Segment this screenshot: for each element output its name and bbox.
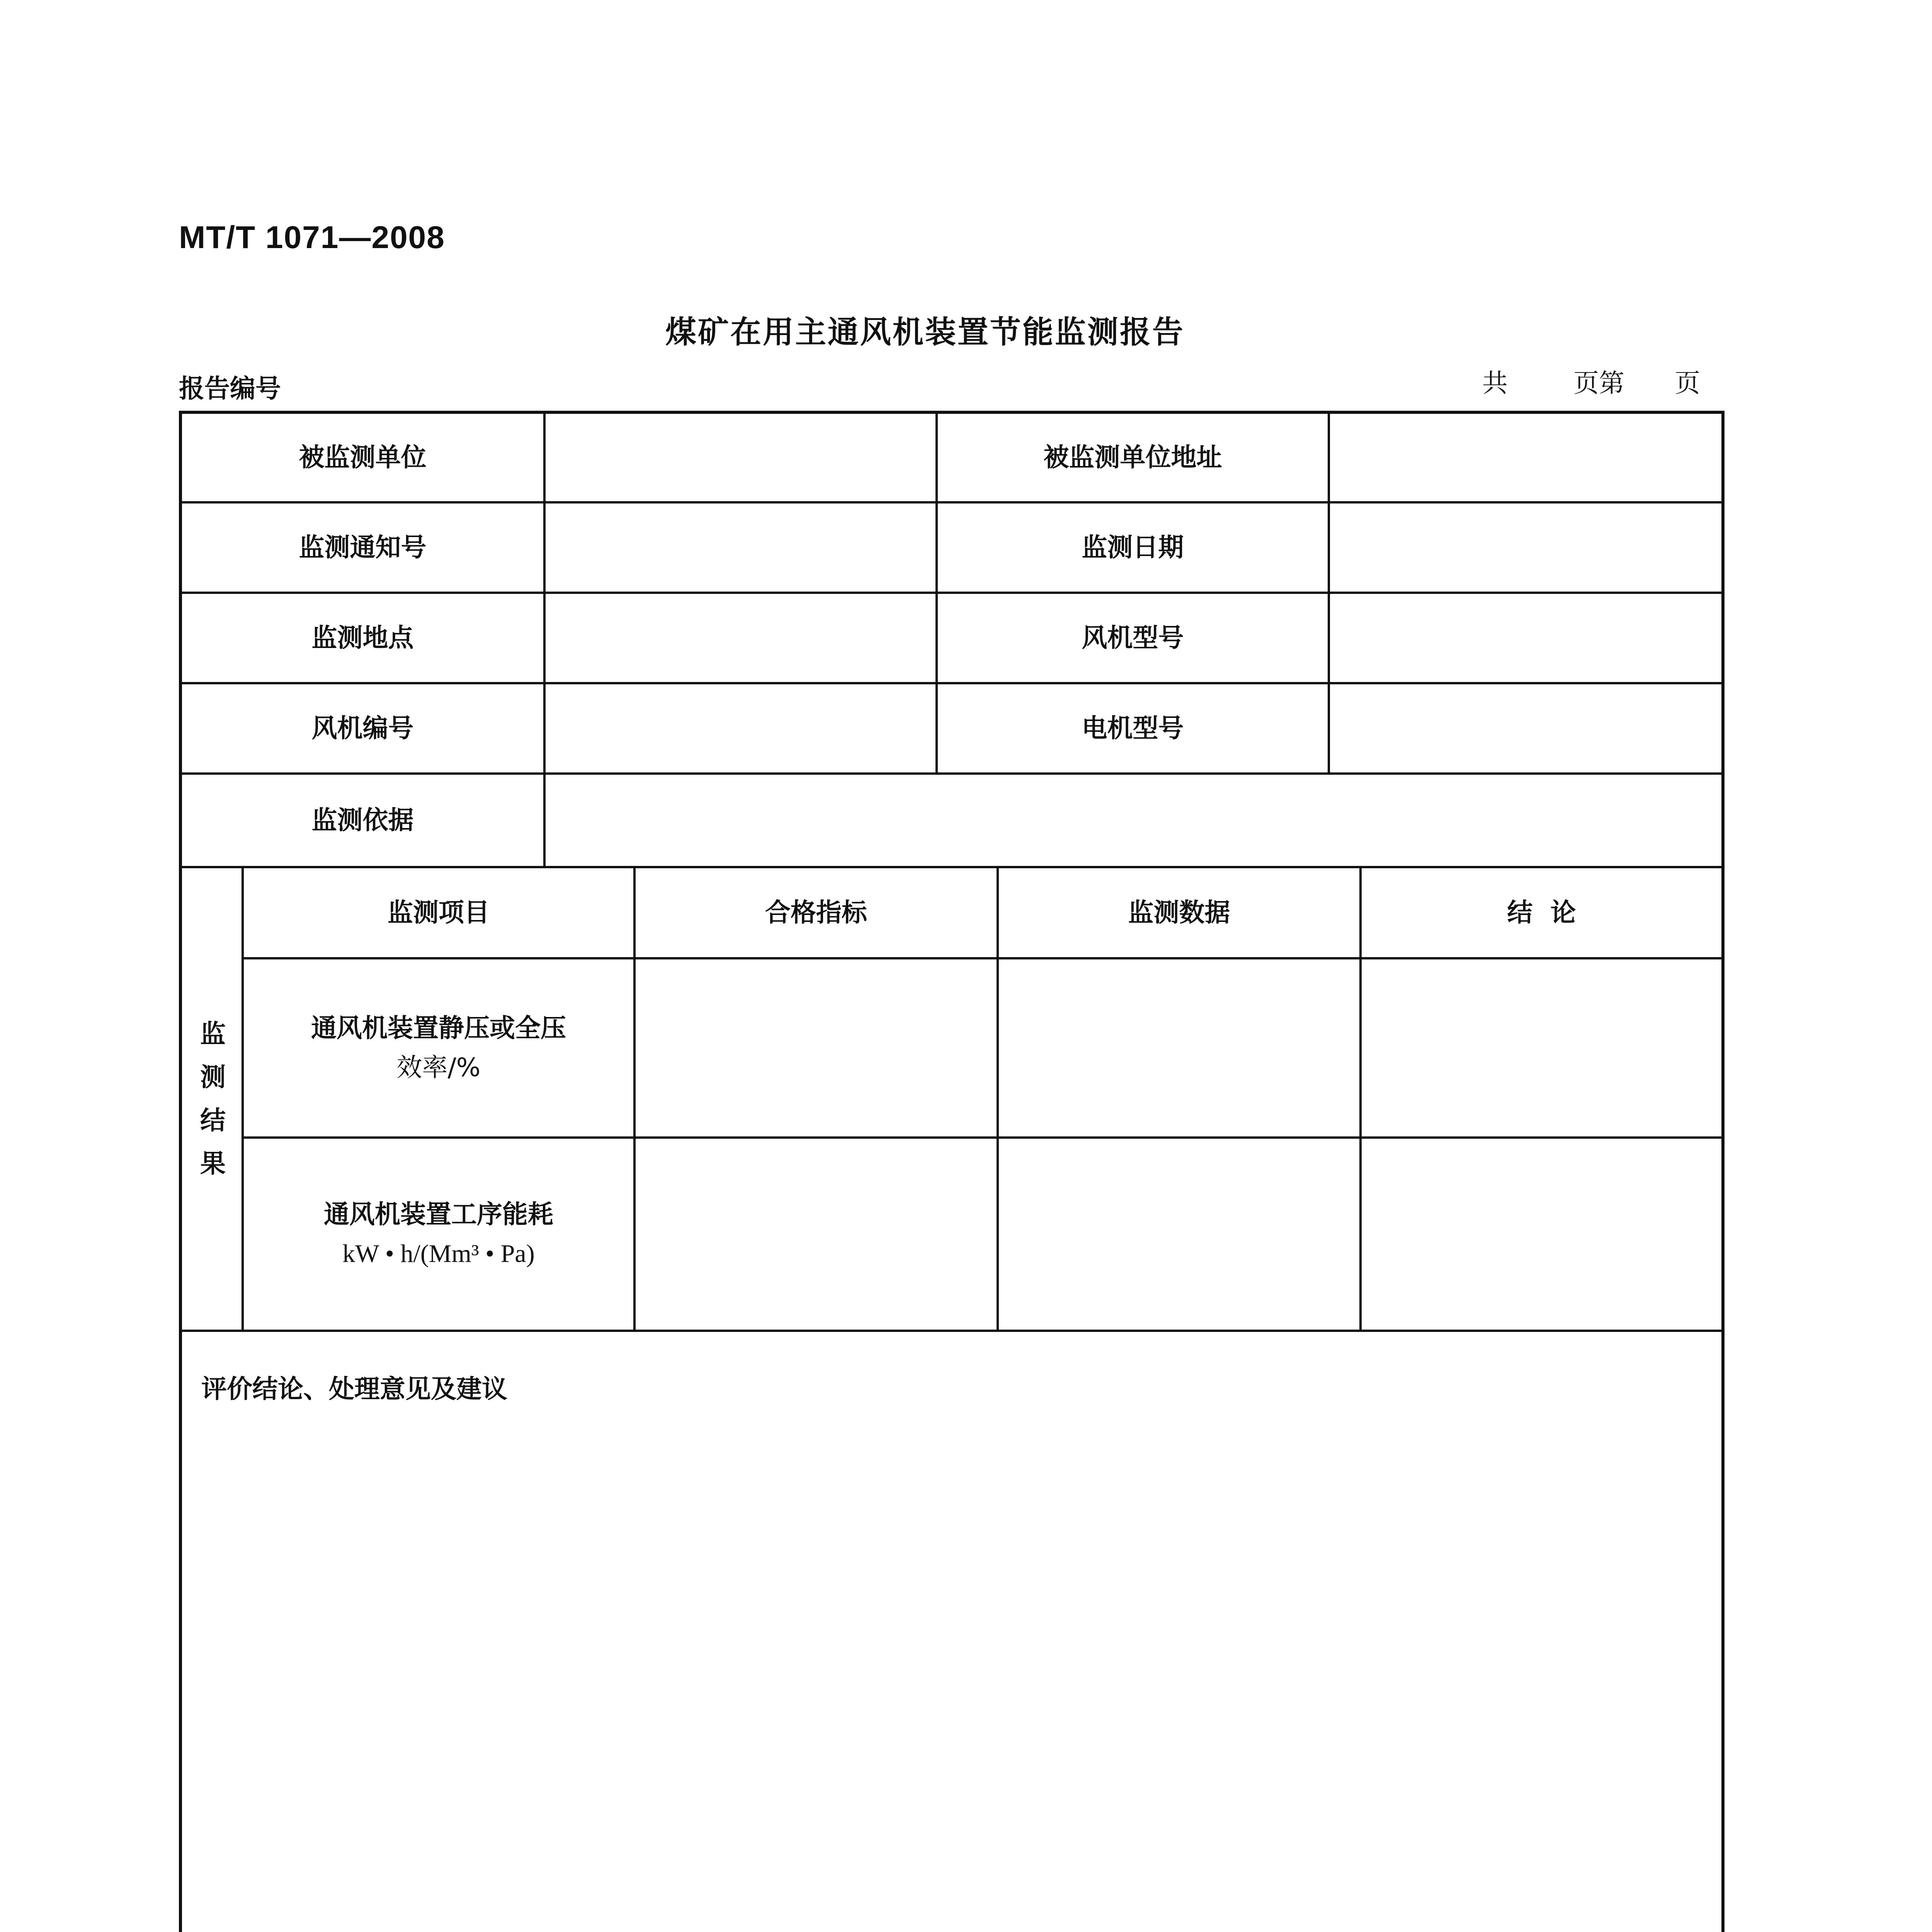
col-monitor-item: 监测项目 [388,897,490,927]
field-monitor-basis[interactable] [546,775,1721,866]
report-form [179,411,1725,1932]
report-number-label: 报告编号 [179,374,281,403]
energy-monitor-data[interactable] [999,1139,1359,1330]
pager-total: 共 [1482,368,1508,398]
results-label-char: 测 [200,1062,226,1092]
item-efficiency [244,959,633,1136]
results-label-char: 监 [200,1019,226,1049]
results-section-label [182,868,244,1330]
field-notice-number[interactable] [546,503,935,592]
pager-page: 页 [1675,368,1700,398]
label-fan-number: 风机编号 [311,713,414,743]
energy-conclusion[interactable] [1362,1139,1721,1330]
field-monitor-location[interactable] [546,594,935,682]
efficiency-conclusion[interactable] [1362,959,1721,1136]
evaluation-field[interactable] [182,1332,1721,1932]
label-motor-model: 电机型号 [1082,713,1184,743]
efficiency-monitor-data[interactable] [999,959,1359,1136]
field-fan-model[interactable] [1330,594,1721,682]
label-monitored-unit: 被监测单位 [299,442,427,472]
item-efficiency-line1: 通风机装置静压或全压 [311,1013,566,1043]
field-monitored-unit[interactable] [546,414,935,501]
evaluation-label: 评价结论、处理意见及建议 [201,1374,507,1404]
col-conclusion: 结 论 [1507,897,1576,927]
results-label-char: 果 [200,1149,226,1179]
efficiency-qualified-index[interactable] [636,959,997,1136]
label-monitor-date: 监测日期 [1082,532,1184,562]
standard-code: MT/T 1071—2008 [179,220,445,255]
label-monitor-location: 监测地点 [311,622,414,653]
col-monitor-data: 监测数据 [1128,897,1230,927]
item-energy-line1: 通风机装置工序能耗 [324,1199,553,1229]
field-fan-number[interactable] [546,684,935,772]
energy-qualified-index[interactable] [636,1139,997,1330]
label-notice-number: 监测通知号 [299,532,427,562]
col-qualified-index: 合格指标 [765,897,867,927]
item-efficiency-line2: 效率/% [396,1053,481,1082]
label-monitor-basis: 监测依据 [311,805,414,835]
field-monitored-unit-address[interactable] [1330,414,1721,501]
page-counter [1482,362,1700,399]
item-energy-line2: kW • h/(Mm³ • Pa) [342,1240,535,1268]
report-title: 煤矿在用主通风机装置节能监测报告 [665,314,1185,350]
label-fan-model: 风机型号 [1082,622,1184,653]
pager-page-of: 页第 [1573,368,1624,398]
results-label-char: 结 [200,1105,226,1135]
field-motor-model[interactable] [1330,684,1721,772]
field-monitor-date[interactable] [1330,503,1721,592]
item-energy-consumption [244,1139,633,1330]
label-monitored-unit-address: 被监测单位地址 [1043,442,1222,472]
